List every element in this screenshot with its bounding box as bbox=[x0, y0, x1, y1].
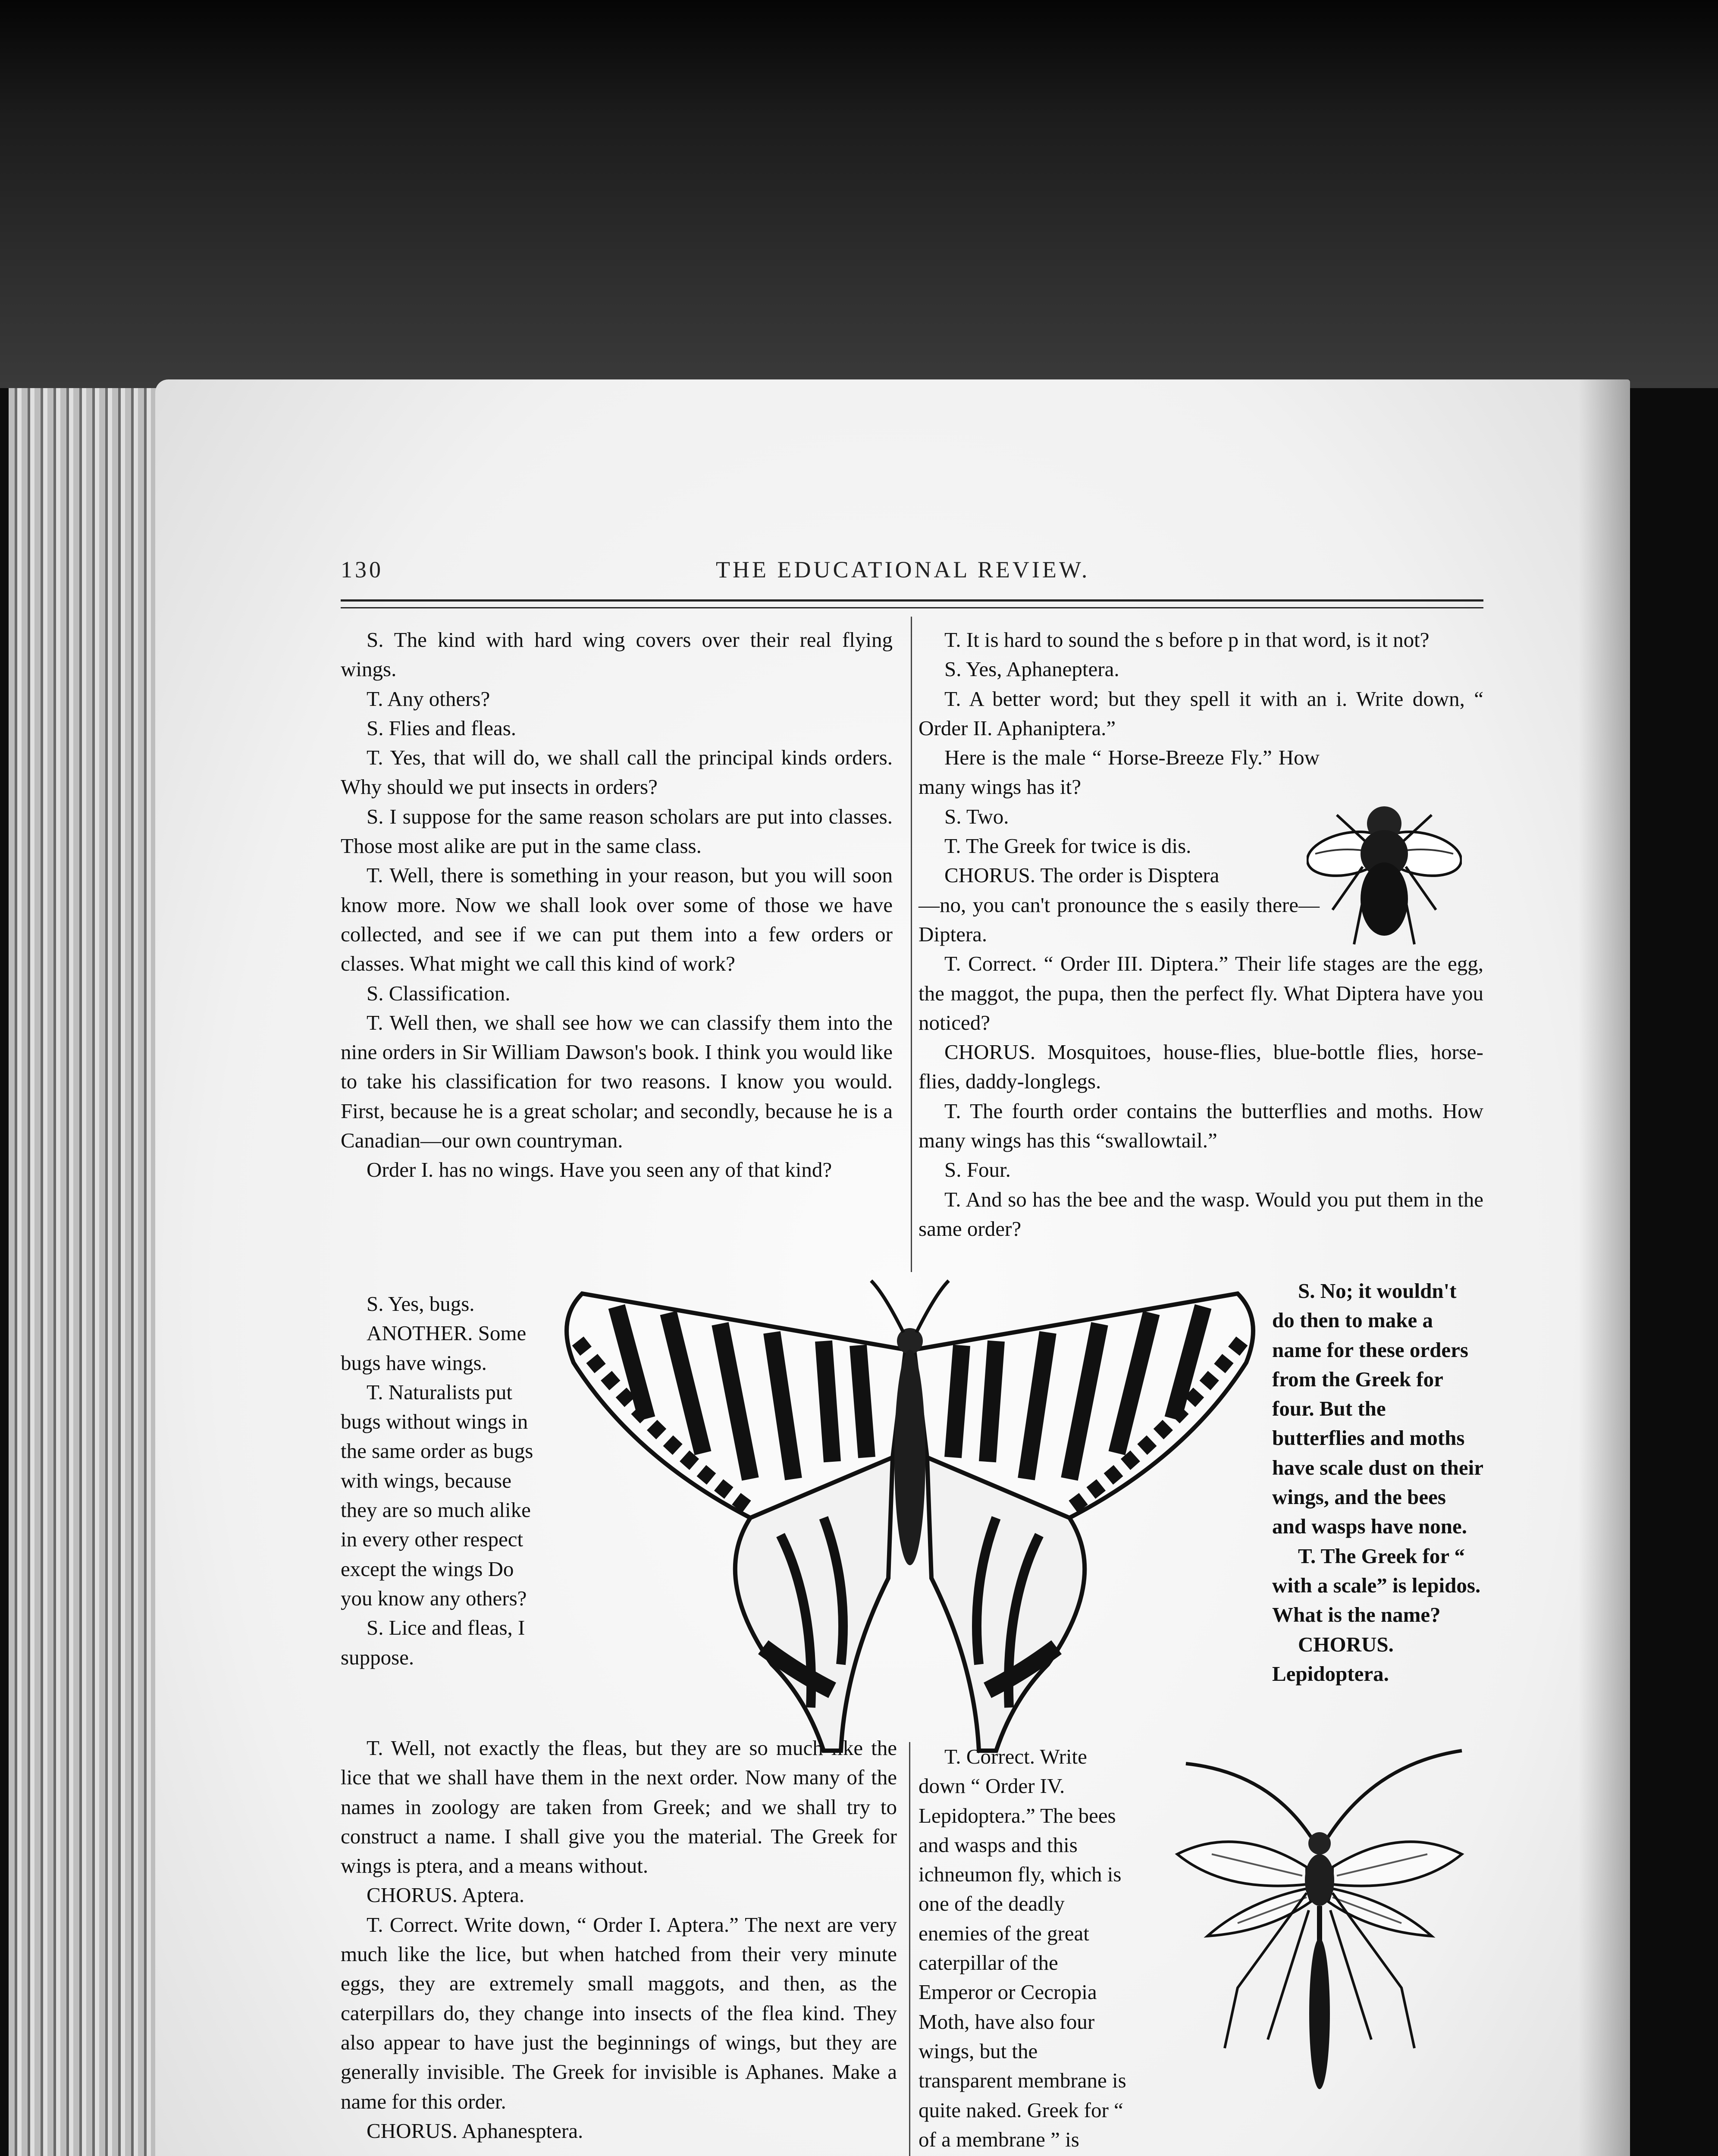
paragraph: T. Well, not exactly the fleas, but they are so much like the lice that we shall have them in the next order. Now many of the names in zoology are taken from Greek; and we shall try to construct a name. I shall give you the material. The Greek for wings is ptera, and a means without. bbox=[341, 1736, 897, 1878]
paragraph: T. The Greek for twice is dis. bbox=[944, 834, 1191, 858]
paragraph: CHORUS. Mosquitoes, house-flies, blue-bottle flies, horse-flies, daddy-longlegs. bbox=[919, 1040, 1483, 1094]
paragraph: S. The kind with hard wing covers over their real flying wings. bbox=[341, 628, 893, 681]
paragraph: S. I suppose for the same reason scholars are put into classes. Those most alike are put in the same class. bbox=[341, 804, 893, 858]
paragraph: T. The fourth order contains the butterflies and moths. How many wings has this “swallowtail.” bbox=[919, 1099, 1483, 1153]
paragraph: —no, you can't pronounce the s easily there—Diptera. bbox=[919, 893, 1320, 946]
film-border-top bbox=[0, 0, 1718, 388]
paragraph: T. Naturalists put bugs without wings in the same order as bugs with wings, because they are so much alike in every other respect except the wings Do you know any others? bbox=[341, 1380, 533, 1610]
paragraph: T. A better word; but they spell it with an i. Write down, “ Order II. Aphaniptera.” bbox=[919, 686, 1483, 740]
horse-breeze-fly-figure bbox=[1307, 789, 1462, 953]
paragraph: ANOTHER. Some bugs have wings. bbox=[341, 1321, 527, 1375]
page-header bbox=[341, 556, 1483, 586]
paragraph: CHORUS. Aphanesptera. bbox=[367, 2118, 583, 2143]
column-divider-bottom bbox=[909, 1742, 910, 2156]
paragraph: T. Yes, that will do, we shall call the principal kinds orders. Why should we put insects in orders? bbox=[341, 746, 893, 799]
paragraph: T. Well then, we shall see how we can classify them into the nine orders in Sir William Dawson's book. I think you would like to take his classification for two reasons. I know you would. First, because he is a great scholar; and secondly, because he is a Canadian—our own countryman. bbox=[341, 1010, 893, 1153]
paragraph: S. No; it wouldn't do then to make a name for these orders from the Greek for four. But the butterflies and moths have scale dust on their wings, and the bees and wasps have none. bbox=[1272, 1279, 1483, 1539]
paragraph: T. Correct. Write down “ Order IV. Lepidoptera.” The bees and wasps and this ichneumon fly, which is one of the deadly enemies of the great caterpillar of the Emperor or Cecropia Moth, have also four wings, but the transparent membrane is quite naked. Greek for “ of a membrane ” is bbox=[919, 1745, 1126, 2151]
butterfly-icon bbox=[548, 1276, 1272, 1759]
paragraph: S. Yes, Aphaneptera. bbox=[944, 657, 1119, 681]
paragraph: T. The Greek for “ with a scale” is lepidos. What is the name? bbox=[1272, 1544, 1481, 1627]
paragraph: T. It is hard to sound the s before p in that word, is it not? bbox=[944, 628, 1430, 652]
paragraph: T. Correct. “ Order III. Diptera.” Their life stages are the egg, the maggot, the pupa, then the perfect fly. What Diptera have you noticed? bbox=[919, 952, 1483, 1034]
paragraph: Here is the male “ Horse-Breeze Fly.” How many wings has it? bbox=[919, 746, 1320, 799]
page-edges-stack bbox=[9, 388, 164, 2156]
column-divider-top bbox=[911, 617, 912, 1272]
page-number: 130 bbox=[341, 557, 383, 583]
paragraph: T. Correct. Write down, “ Order I. Aptera.” The next are very much like the lice, but when hatched from their very minute eggs, they are extremely small maggots, and then, as the caterpillars do, they change into insects of the flea kind. They also appear to have just the beginnings of wings, but they are generally invisible. The Greek for invisible is Aphanes. Make a name for this order. bbox=[341, 1912, 897, 2113]
header-rule-thin bbox=[341, 607, 1483, 608]
right-column-bottom bbox=[919, 1742, 1134, 2156]
paragraph: CHORUS. Lepidoptera. bbox=[1272, 1632, 1394, 1686]
paragraph: S. Two. bbox=[944, 804, 1009, 828]
paragraph: S. Lice and fleas, I suppose. bbox=[341, 1616, 525, 1669]
paragraph: S. Classification. bbox=[367, 981, 511, 1005]
paragraph: S. Yes, bugs. bbox=[367, 1292, 475, 1316]
spine-shadow bbox=[1578, 379, 1630, 2156]
ichneumon-icon bbox=[1160, 1738, 1479, 2126]
left-column-narrow bbox=[341, 1289, 548, 1672]
header-rule bbox=[341, 599, 1483, 602]
paragraph: T. Any others? bbox=[367, 686, 490, 711]
paragraph: S. Four. bbox=[944, 1158, 1011, 1182]
left-column-bottom bbox=[341, 1733, 897, 2146]
ichneumon-fly-figure bbox=[1160, 1738, 1479, 2126]
journal-title: THE EDUCATIONAL REVIEW. bbox=[716, 557, 1090, 583]
paragraph: CHORUS. The order is Disptera bbox=[944, 863, 1220, 887]
paragraph: S. Flies and fleas. bbox=[367, 716, 517, 740]
paragraph: T. And so has the bee and the wasp. Would you put them in the same order? bbox=[919, 1187, 1483, 1241]
paragraph: T. Well, there is something in your reason, but you will soon know more. Now we shall look over some of those we have collected, and see if we can put them into a few orders or classes. What might we call this kind of work? bbox=[341, 863, 893, 976]
fly-icon bbox=[1307, 789, 1462, 953]
left-column-top bbox=[341, 625, 893, 1185]
right-column-narrow bbox=[1272, 1276, 1483, 1689]
paragraph: CHORUS. Aptera. bbox=[367, 1883, 525, 1907]
paragraph: Order I. has no wings. Have you seen any of that kind? bbox=[367, 1158, 832, 1182]
swallowtail-butterfly-figure bbox=[548, 1276, 1272, 1759]
